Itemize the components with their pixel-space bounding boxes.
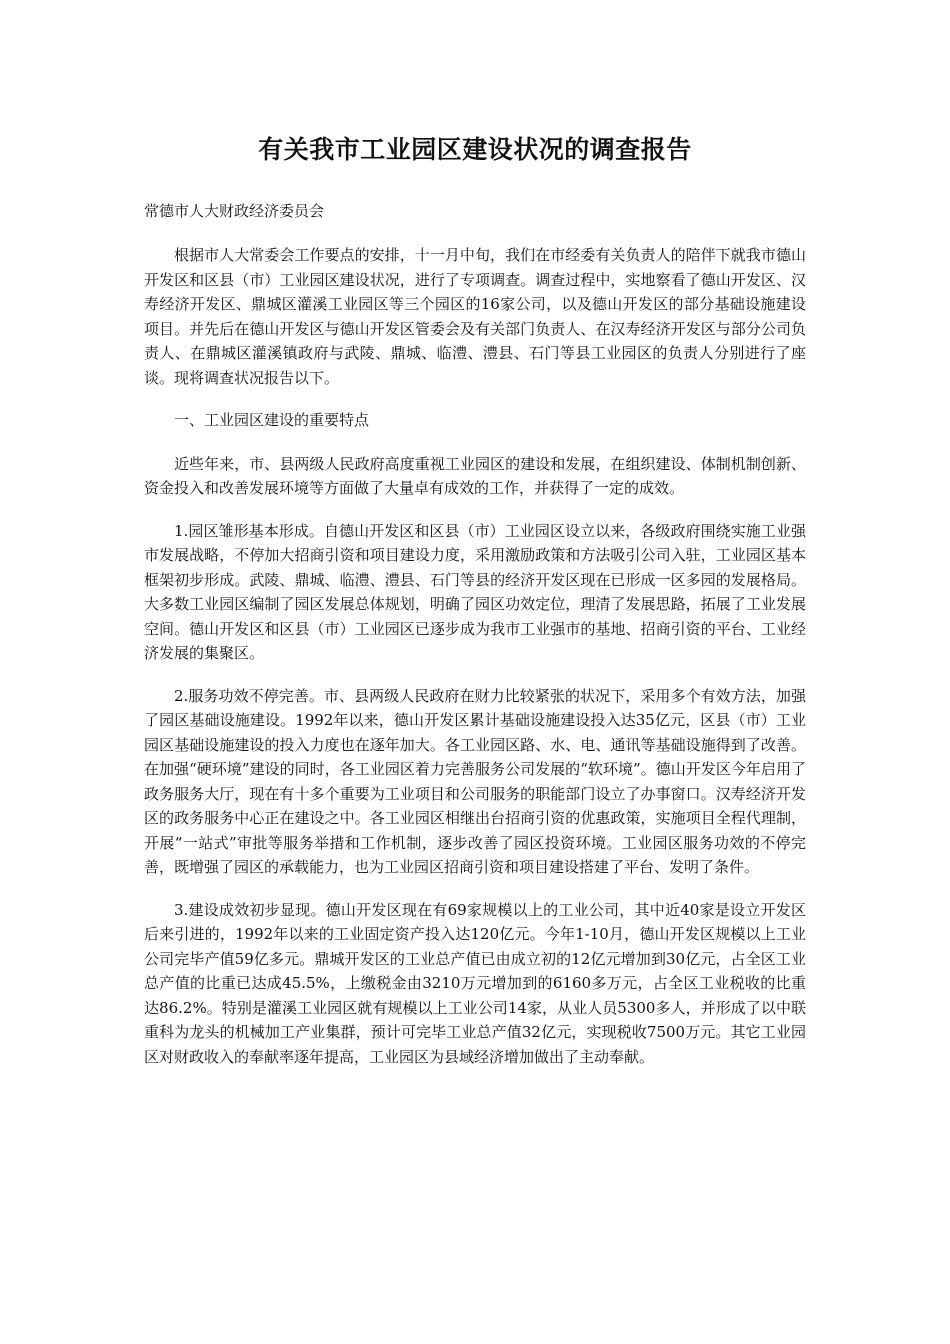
document-title: 有关我市工业园区建设状况的调查报告 <box>258 135 692 164</box>
section-heading: 一、工业园区建设的重要特点 <box>174 411 370 429</box>
point-2-paragraph: 2.服务功效不停完善。市、县两级人民政府在财力比较紧张的状况下，采用多个有效方法，加强了园区基础设施建设。1992年以来，德山开发区累计基础设施建设投入达35亿元，区县（市）工业园区基础设施建设的投入力度也在逐年加大。各工业园区路、水、电、通讯等基础设施得到了改善。在加强“硬环境”建设的同时，各工业园区着力完善服务公司发展的“软环境”。德山开发区今年启用了政务服务大厅，现在有十多个重要为工业项目和公司服务的职能部门设立了办事窗口。汉寿经济开发区的政务服务中心正在建设之中。各工业园区相继出台招商引资的优惠政策，实施项目全程代理制，开展“一站式”审批等服务举措和工作机制，逐步改善了园区投资环境。工业园区服务功效的不停完善，既增强了园区的承载能力，也为工业园区招商引资和项目建设搭建了平台、发明了条件。 <box>144 686 806 876</box>
point-1-paragraph: 1.园区雏形基本形成。自德山开发区和区县（市）工业园区设立以来，各级政府围绕实施工业强市发展战略，不停加大招商引资和项目建设力度，采用激励政策和方法吸引公司入驻，工业园区基本框架初步形成。武陵、鼎城、临澧、澧县、石门等县的经济开发区现在已形成一区多园的发展格局。大多数工业园区编制了园区发展总体规划，明确了园区功效定位，理清了发展思路，拓展了工业发展空间。德山开发区和区县（市）工业园区已逐步成为我市工业强市的基地、招商引资的平台、工业经济发展的集聚区。 <box>144 521 806 662</box>
section-intro-paragraph: 近些年来，市、县两级人民政府高度重视工业园区的建设和发展，在组织建设、体制机制创新、资金投入和改善发展环境等方面做了大量卓有成效的工作，并获得了一定的成效。 <box>144 454 806 497</box>
document-body <box>144 243 806 1087</box>
intro-paragraph: 根据市人大常委会工作要点的安排，十一月中旬，我们在市经委有关负责人的陪伴下就我市德山开发区和区县（市）工业园区建设状况，进行了专项调查。调查过程中，实地察看了德山开发区、汉寿经济开发区、鼎城区灌溪工业园区等三个园区的16家公司，以及德山开发区的部分基础设施建设项目。并先后在德山开发区与德山开发区管委会及有关部门负责人、在汉寿经济开发区与部分公司负责人、在鼎城区灌溪镇政府与武陵、鼎城、临澧、澧县、石门等县工业园区的负责人分别进行了座谈。现将调查状况报告以下。 <box>144 246 806 387</box>
document-author: 常德市人大财政经济委员会 <box>144 202 325 220</box>
point-3-paragraph: 3.建设成效初步显现。德山开发区现在有69家规模以上的工业公司，其中近40家是设立开发区后来引进的，1992年以来的工业固定资产投入达120亿元。今年1-10月，德山开发区规模以上工业公司完毕产值59亿多元。鼎城开发区的工业总产值已由成立初的12亿元增加到30亿元，占全区工业总产值的比重已达成45.5%，上缴税金由3210万元增加到的6160多万元，占全区工业税收的比重达86.2%。特别是灌溪工业园区就有规模以上工业公司14家，从业人员5300多人，并形成了以中联重科为龙头的机械加工产业集群，预计可完毕工业总产值32亿元，实现税收7500万元。其它工业园区对财政收入的奉献率逐年提高，工业园区为县域经济增加做出了主动奉献。 <box>144 900 806 1066</box>
